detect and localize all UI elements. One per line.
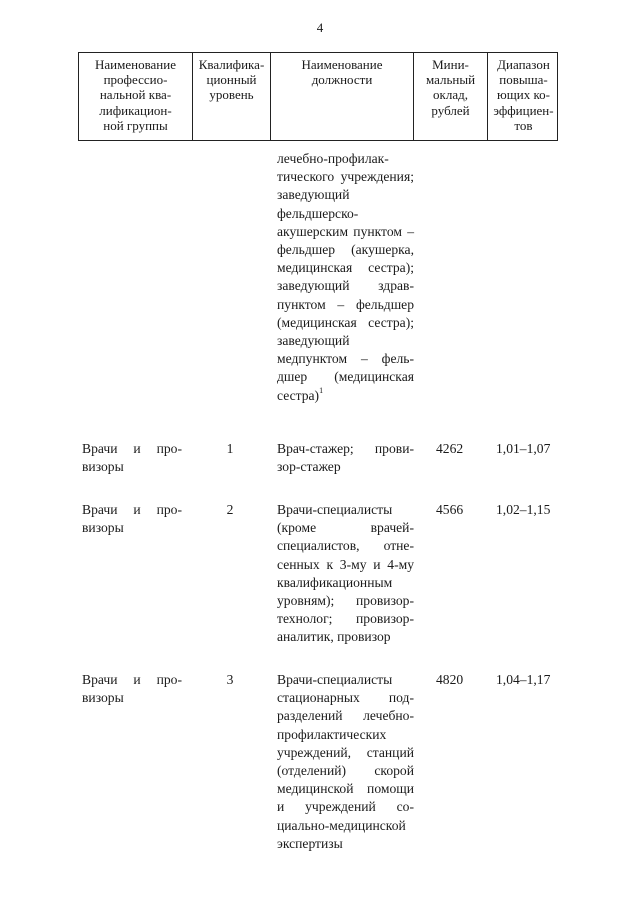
row-salary: 4262 xyxy=(436,441,464,456)
row-range: 1,04–1,17 xyxy=(496,672,551,687)
row-level: 3 xyxy=(226,672,234,687)
header-level: Квалифика- ционный уровень xyxy=(192,53,270,140)
row-position: Врачи-специалисты стационарных подразделений лечебно-профилактических учреждений, станций (отделений) скорой медицинской помощи и учреждений социально-медицинской экспертизы xyxy=(277,672,414,851)
header-group: Наименование профессио- нальной ква- лификацион- ной группы xyxy=(95,57,176,133)
footnote-mark: 1 xyxy=(319,385,324,395)
continuation-position xyxy=(277,150,414,405)
row-range: 1,01–1,07 xyxy=(496,441,551,456)
row-level: 2 xyxy=(226,502,234,517)
header-position: Наименование должности xyxy=(270,53,413,140)
continuation-position-text: лечебно-профилактического учреждения; заведующий фельдшерско-акушерским пунктом – фельдшер (акушерка, медицинская сестра); заведующий здравпунктом – фельдшер (медицинская сестра); заведующий медпунктом – фельдшер (медицинская сестра) xyxy=(277,151,414,403)
header-salary: Мини- мальный оклад, рублей xyxy=(413,53,487,140)
header-range: Диапазон повыша- ющих ко- эффициен- тов xyxy=(487,53,559,140)
row-group: Врачи и провизоры xyxy=(82,672,182,706)
row-salary: 4566 xyxy=(436,502,464,517)
table-header xyxy=(78,52,558,141)
row-salary: 4820 xyxy=(436,672,464,687)
row-group: Врачи и провизоры xyxy=(82,441,182,475)
row-position: Врач-стажер; провизор-стажер xyxy=(277,441,414,475)
row-level: 1 xyxy=(226,441,234,456)
row-position: Врачи-специалисты (кроме врачей-специалистов, отнесенных к 3-му и 4-му квалификационным уровням); провизор-технолог; провизор-аналитик, провизор xyxy=(277,502,414,645)
row-group: Врачи и провизоры xyxy=(82,502,182,536)
row-range: 1,02–1,15 xyxy=(496,502,551,517)
page-number: 4 xyxy=(316,20,324,35)
